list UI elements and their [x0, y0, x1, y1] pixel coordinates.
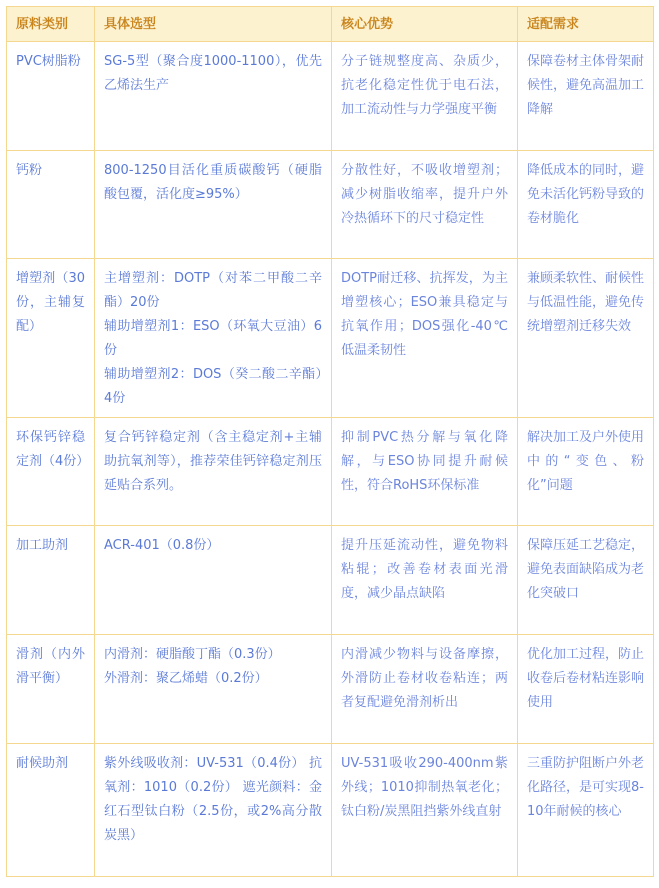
need-cell: 保障压延工艺稳定，避免表面缺陷成为老化突破口 — [518, 526, 654, 635]
table-row — [7, 418, 654, 526]
selection-line: 主增塑剂：DOTP（对苯二甲酸二辛酯）20份 — [104, 271, 322, 310]
advantage-cell: 分散性好，不吸收增塑剂；减少树脂收缩率，提升户外冷热循环下的尺寸稳定性 — [332, 151, 518, 259]
header-selection: 具体选型 — [95, 7, 332, 42]
selection-line: ACR-401（0.8份） — [104, 538, 220, 553]
advantage-cell: 抑制PVC热分解与氧化降解，与ESO协同提升耐候性，符合RoHS环保标准 — [332, 418, 518, 526]
selection-line: 800-1250目活化重质碳酸钙（硬脂酸包覆，活化度≥95%） — [104, 163, 322, 202]
category-cell: 加工助剂 — [7, 526, 95, 635]
need-cell: 保障卷材主体骨架耐候性，避免高温加工降解 — [518, 42, 654, 151]
advantage-cell: 提升压延流动性，避免物料粘辊；改善卷材表面光滑度，减少晶点缺陷 — [332, 526, 518, 635]
selection-line: 复合钙锌稳定剂（含主稳定剂+主辅助抗氧剂等），推荐荣佳钙锌稳定剂压延贴合系列。 — [104, 430, 322, 493]
category-cell: 增塑剂（30份，主辅复配） — [7, 259, 95, 418]
selection-cell — [95, 418, 332, 526]
selection-cell — [95, 526, 332, 635]
advantage-cell: UV-531吸收290-400nm紫外线；1010抑制热氧老化；钛白粉/炭黑阻挡紫外线直射 — [332, 744, 518, 877]
selection-line: 外滑剂：聚乙烯蜡（0.2份） — [104, 671, 268, 686]
selection-cell — [95, 259, 332, 418]
table-row — [7, 635, 654, 744]
selection-cell — [95, 151, 332, 259]
selection-cell — [95, 744, 332, 877]
need-cell: 兼顾柔软性、耐候性与低温性能，避免传统增塑剂迁移失效 — [518, 259, 654, 418]
selection-cell — [95, 635, 332, 744]
table-row — [7, 526, 654, 635]
table-row — [7, 259, 654, 418]
need-cell: 三重防护阻断户外老化路径，是可实现8-10年耐候的核心 — [518, 744, 654, 877]
category-cell: 钙粉 — [7, 151, 95, 259]
need-cell: 降低成本的同时，避免未活化钙粉导致的卷材脆化 — [518, 151, 654, 259]
selection-line: 辅助增塑剂2：DOS（癸二酸二辛酯）4份 — [104, 367, 322, 406]
selection-line: 辅助增塑剂1：ESO（环氧大豆油）6份 — [104, 319, 322, 358]
advantage-cell: 内滑减少物料与设备摩擦，外滑防止卷材收卷粘连；两者复配避免滑剂析出 — [332, 635, 518, 744]
category-cell: 滑剂（内外滑平衡） — [7, 635, 95, 744]
table-row — [7, 151, 654, 259]
selection-line: SG-5型（聚合度1000-1100），优先乙烯法生产 — [104, 54, 322, 93]
selection-line: 紫外线吸收剂：UV-531（0.4份） 抗氧剂：1010（0.2份） 遮光颜料：金红石型钛白粉（2.5份，或2%高分散炭黑） — [104, 756, 322, 843]
table-row — [7, 42, 654, 151]
table-row — [7, 744, 654, 877]
category-cell: 耐候助剂 — [7, 744, 95, 877]
category-cell: 环保钙锌稳定剂（4份） — [7, 418, 95, 526]
header-category: 原料类别 — [7, 7, 95, 42]
selection-cell — [95, 42, 332, 151]
header-advantage: 核心优势 — [332, 7, 518, 42]
table-header-row — [7, 7, 654, 42]
formula-table — [6, 6, 654, 877]
category-cell: PVC树脂粉 — [7, 42, 95, 151]
need-cell: 解决加工及户外使用中的“变色、粉化”问题 — [518, 418, 654, 526]
advantage-cell: DOTP耐迁移、抗挥发，为主增塑核心；ESO兼具稳定与抗氧作用；DOS强化-40℃低温柔韧性 — [332, 259, 518, 418]
need-cell: 优化加工过程，防止收卷后卷材粘连影响使用 — [518, 635, 654, 744]
selection-line: 内滑剂：硬脂酸丁酯（0.3份） — [104, 647, 281, 662]
header-need: 适配需求 — [518, 7, 654, 42]
advantage-cell: 分子链规整度高、杂质少，抗老化稳定性优于电石法，加工流动性与力学强度平衡 — [332, 42, 518, 151]
